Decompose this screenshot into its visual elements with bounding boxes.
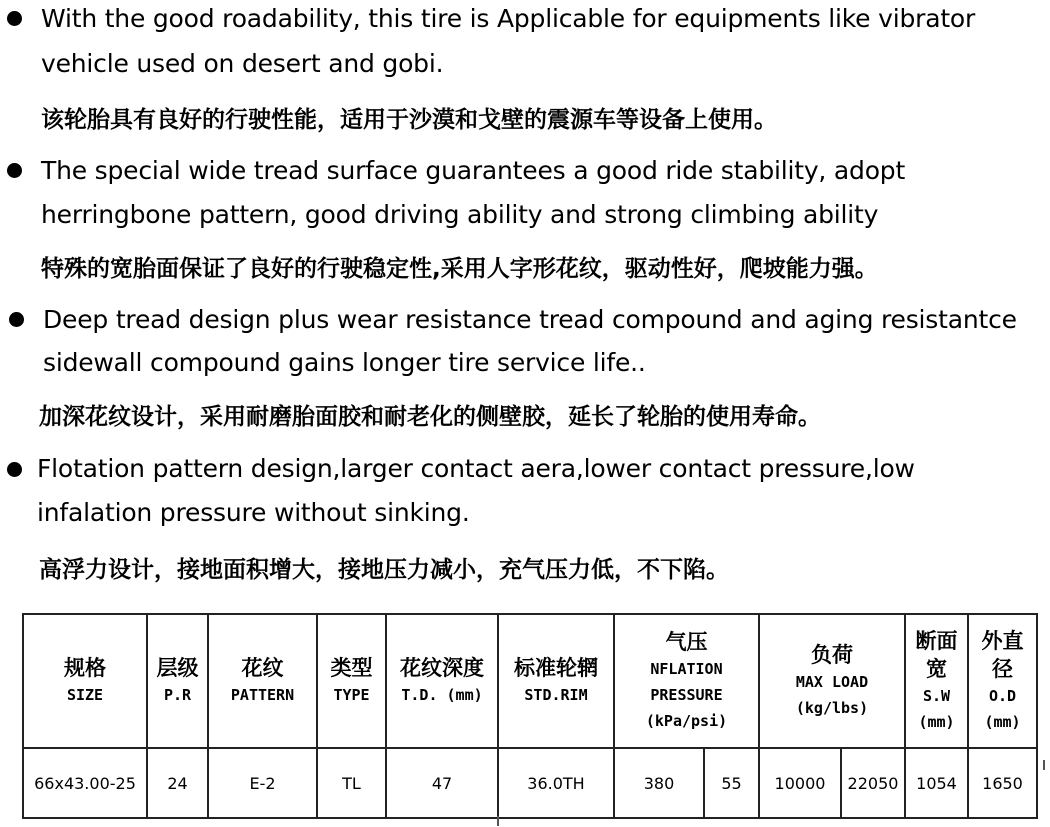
feature-en-line1: Deep tread design plus wear resistance tread compound and aging resistantce bbox=[43, 305, 1017, 334]
table-row bbox=[23, 748, 1037, 818]
bullet-dot bbox=[7, 163, 22, 178]
border-tick-mark bbox=[1043, 760, 1045, 770]
header-ply-rating: 层级 P.R bbox=[147, 614, 208, 748]
feature-en-line2: infalation pressure without sinking. bbox=[37, 498, 470, 527]
bullet-dot bbox=[9, 312, 24, 327]
cell-pressure-psi: 55 bbox=[704, 748, 759, 818]
cell-pressure-kpa: 380 bbox=[614, 748, 704, 818]
feature-zh: 高浮力设计，接地面积增大，接地压力减小，充气压力低，不下陷。 bbox=[39, 557, 729, 583]
cell-std-rim: 36.0TH bbox=[498, 748, 614, 818]
cell-load-lbs: 22050 bbox=[841, 748, 905, 818]
tire-spec-table bbox=[22, 613, 1038, 819]
cell-section-width: 1054 bbox=[905, 748, 968, 818]
feature-en-line1: Flotation pattern design,larger contact aera,lower contact pressure,low bbox=[37, 454, 915, 483]
feature-zh: 加深花纹设计，采用耐磨胎面胶和耐老化的侧壁胶，延长了轮胎的使用寿命。 bbox=[39, 404, 821, 430]
cell-size: 66x43.00-25 bbox=[23, 748, 147, 818]
cell-pattern: E-2 bbox=[208, 748, 317, 818]
header-size: 规格 SIZE bbox=[23, 614, 147, 748]
header-type: 类型 TYPE bbox=[317, 614, 386, 748]
table-header-row bbox=[23, 614, 1037, 748]
cell-ply-rating: 24 bbox=[147, 748, 208, 818]
header-std-rim: 标准轮辋 STD.RIM bbox=[498, 614, 614, 748]
header-inflation-pressure: 气压 NFLATION PRESSURE (kPa/psi) bbox=[614, 614, 759, 748]
feature-en-line1: The special wide tread surface guarantees a good ride stability, adopt bbox=[41, 156, 906, 185]
feature-zh: 特殊的宽胎面保证了良好的行驶稳定性,采用人字形花纹，驱动性好，爬坡能力强。 bbox=[41, 256, 878, 282]
feature-en-line1: With the good roadability, this tire is Applicable for equipments like vibrator bbox=[41, 4, 976, 33]
border-tick-mark bbox=[497, 816, 499, 826]
cell-type: TL bbox=[317, 748, 386, 818]
header-pattern: 花纹 PATTERN bbox=[208, 614, 317, 748]
feature-en-line2: vehicle used on desert and gobi. bbox=[41, 49, 444, 78]
cell-load-kg: 10000 bbox=[759, 748, 841, 818]
cell-outer-diameter: 1650 bbox=[968, 748, 1037, 818]
feature-en-line2: herringbone pattern, good driving ability and strong climbing ability bbox=[41, 200, 879, 229]
bullet-dot bbox=[7, 11, 22, 26]
feature-en-line2: sidewall compound gains longer tire service life.. bbox=[43, 348, 646, 377]
cell-tread-depth: 47 bbox=[386, 748, 498, 818]
header-outer-diameter: 外直 径 O.D (mm) bbox=[968, 614, 1037, 748]
header-tread-depth: 花纹深度 T.D. (mm) bbox=[386, 614, 498, 748]
feature-zh: 该轮胎具有良好的行驶性能，适用于沙漠和戈壁的震源车等设备上使用。 bbox=[41, 107, 777, 133]
header-section-width: 断面 宽 S.W (mm) bbox=[905, 614, 968, 748]
bullet-dot bbox=[7, 462, 22, 477]
header-max-load: 负荷 MAX LOAD (kg/lbs) bbox=[759, 614, 905, 748]
